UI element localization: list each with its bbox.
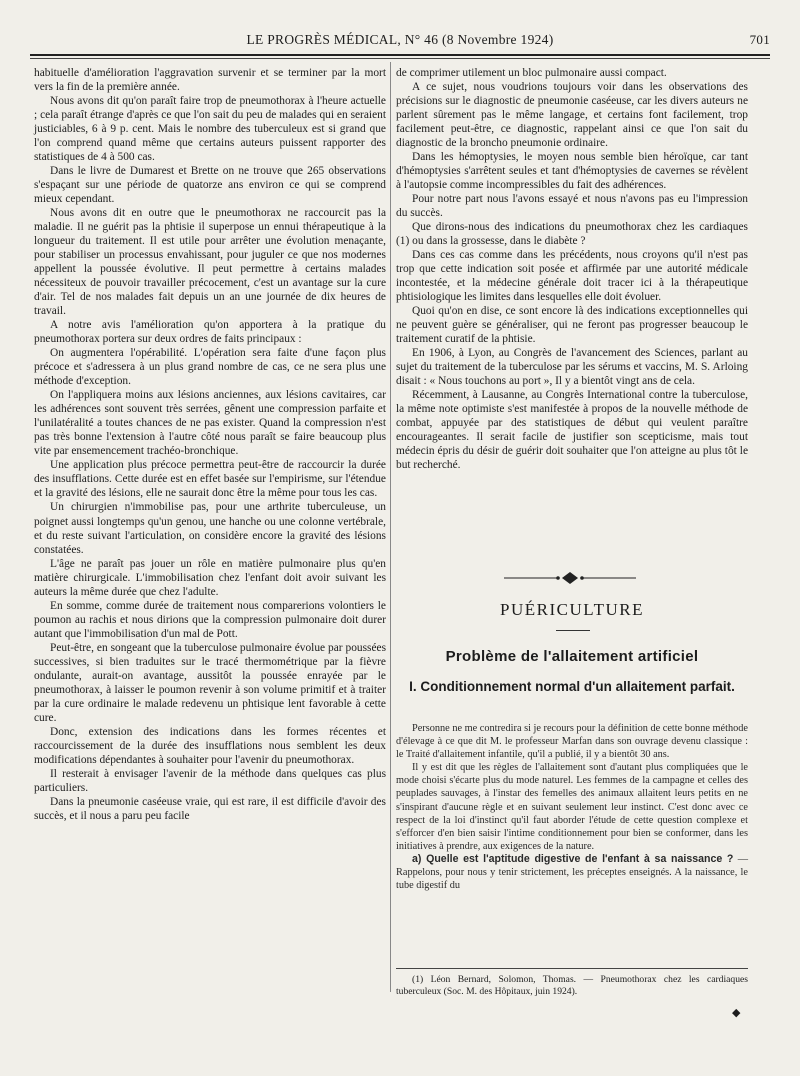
paragraph: A ce sujet, nous voudrions toujours voir dans les observations des précisions sur le diagnostic de pneumonie caséeuse, car les divers auteurs ne parlent sûrement pas le même langage, et certains font facilement, trop facilement peut-être, ce diagnostic, rappelant ainsi ce que l'on sait du diagnostic de la broncho pneumonie ordinaire. [396,81,748,150]
paragraph: Dans les hémoptysies, le moyen nous semble bien héroïque, car tant d'hémoptysies s'arrêtent seules et tant d'hémoptysies de cavernes se révèlent à l'autopsie comme incompressibles du fait des adhérences. [396,151,748,192]
footnote [396,974,748,998]
header-rule [30,54,770,56]
paragraph: Nous avons dit en outre que le pneumothorax ne raccourcit pas la maladie. Il ne guérit pas la phtisie il superpose un ennui thérapeutique à la longueur du traitement. Il est utile pour arrêter une évolution menaçante, pour stabiliser un processus envahissant, pour juguler ce que nos modernes appellent la poussée évolutive. Il peut permettre à certains malades nécessiteux de pouvoir travailler précocement, c'est un avantage sur la cure d'air. Tel de nos malades fait depuis un an une journée de dix heures de travail. [34,207,386,318]
article-subtitle: I. Conditionnement normal d'un allaitement parfait. [409,679,735,694]
question-text: — Rappelons, pour nous y tenir strictement, les préceptes enseignés. A la naissance, le tube digestif du [396,853,748,892]
paragraph: L'âge ne paraît pas jouer un rôle en matière pulmonaire plus qu'en matière chirurgicale. L'immobilisation chez l'enfant doit avoir suivant les auteurs la même durée que chez l'adulte. [34,557,386,598]
article-title: Problème de l'allaitement artificiel [445,648,699,665]
paragraph: Nous avons dit qu'on paraît faire trop de pneumothorax à l'heure actuelle ; cela paraît étrange d'après ce que l'on sait du peu de malades qui en seraient justiciables, 6 à 9 p. cent. Mais le nombre des tuberculeux est si grand que l'on comprend quand même que certains auteurs puissent rapporter des statistiques de 4 à 500 cas. [34,95,386,164]
page-number: 701 [749,32,770,47]
paragraph: En somme, comme durée de traitement nous comparerions volontiers le poumon au rachis et nous dirions que la compression pulmonaire doit durer autant que l'immobilisation d'un mal de Pott. [34,599,386,640]
question-paragraph [396,853,748,892]
paragraph: Dans la pneumonie caséeuse vraie, qui est rare, il est difficile d'avoir des succès, et il nous a paru peu facile [34,795,386,822]
paragraph: Peut-être, en songeant que la tuberculose pulmonaire évolue par poussées successives, si bien traduites sur le tracé thermométrique par la fièvre ondulante, aurait-on avantage, aussitôt la poussée enrayée par le pneumothorax, à laisser le poumon revenir à son volume primitif et à traiter par la cure ordinaire le malade redevenu un phtisique lent favorable à cette cure. [34,641,386,724]
paragraph: Une application plus précoce permettra peut-être de raccourcir la durée des insufflations. Cette durée est en effet basée sur l'empirisme, sur l'étendue et la gravité des lésions, elle ne saurait donc être la même pour tous les cas. [34,459,386,500]
paragraph: On augmentera l'opérabilité. L'opération sera faite d'une façon plus précoce et s'adressera à un plus grand nombre de cas, ce ne sera plus une méthode d'exception. [34,347,386,388]
section-rule [556,630,590,631]
section-title: PUÉRICULTURE [500,600,644,619]
paragraph: Personne ne me contredira si je recours pour la définition de cette bonne méthode d'élevage à ce que dit M. le professeur Marfan dans son ouvrage devenu classique : le Traité d'allaitement infantile, qu'il a publié, il y a bientôt 30 ans. [396,723,748,761]
journal-title: LE PROGRÈS MÉDICAL, N° 46 (8 Novembre 1924) [246,32,554,47]
paragraph: On l'appliquera moins aux lésions anciennes, aux lésions cavitaires, car les adhérences sont souvent très serrées, gênent une compression parfaite et l'unilatéralité a toutes chances de ne pas exister. Quand la compression n'est pas très bonne l'extension à l'autre côté nous paraît se faire beaucoup plus vite par ensemencement trachéo-bronchique. [34,389,386,458]
ornament-divider [500,570,640,586]
header-rule-thin [30,58,770,59]
paragraph: Récemment, à Lausanne, au Congrès International contre la tuberculose, la même note optimiste s'est manifestée à propos de la nouvelle méthode de combat, appuyée par des statistiques de début qui veulent paraître encourageantes. Il serait facile de justifier son scepticisme, mais tout médecin épris du désir de guérir doit souhaiter que l'on atteigne au plus tôt le but recherché. [396,389,748,472]
footnote-rule [396,968,748,969]
paragraph: En 1906, à Lyon, au Congrès de l'avancement des Sciences, parlant au sujet du traitement de la tuberculose par les sérums et vaccins, M. S. Arloing disait : « Nous touchons au port », Il y a bientôt vingt ans de cela. [396,347,748,388]
question-lead: a) Quelle est l'aptitude digestive de l'enfant à sa naissance ? [412,852,734,865]
paragraph: Quoi qu'on en dise, ce sont encore là des indications exceptionnelles qui ne peuvent guère se généraliser, qui ne feront pas progresser beaucoup le traitement curatif de la phtisie. [396,305,748,346]
paragraph: habituelle d'amélioration l'aggravation survenir et se terminer par la mort vers la fin de la première année. [34,67,386,94]
paragraph: Dans ces cas comme dans les précédents, nous croyons qu'il n'est pas trop que cette indication soit posée et affirmée par une autorité médicale incontestée, et la médecine générale doit tracer ici à la thérapeutique phtisiologique les limites dans lesquelles elle doit évoluer. [396,249,748,304]
right-column [396,66,748,472]
article-body [396,722,748,892]
paragraph: A notre avis l'amélioration qu'on apportera à la pratique du pneumothorax portera sur deux ordres de faits principaux : [34,319,386,346]
paragraph: Pour notre part nous l'avons essayé et nous n'avons pas eu l'impression du succès. [396,193,748,220]
paragraph: Il resterait à envisager l'avenir de la méthode dans quelques cas plus particuliers. [34,767,386,794]
paragraph: de comprimer utilement un bloc pulmonaire aussi compact. [396,67,667,79]
paragraph: Dans le livre de Dumarest et Brette on ne trouve que 265 observations s'espaçant sur une période de quatorze ans environ ce qui se comprend mieux cependant. [34,165,386,206]
paragraph: Un chirurgien n'immobilise pas, pour une arthrite tuberculeuse, un poignet aussi longtemps qu'un genou, une hanche ou une colonne vertébrale, et du reste suivant l'articulation, on considère encore la gravité des lésions constatées. [34,501,386,556]
paragraph: Donc, extension des indications dans les formes récentes et raccourcissement de la durée des insufflations nous semblent les deux modifications dépendantes à souhaiter pour l'avenir du pneumothorax. [34,725,386,766]
column-divider [390,62,391,992]
left-column [34,66,386,823]
paragraph: Que dirons-nous des indications du pneumothorax chez les cardiaques (1) ou dans la grossesse, dans le diabète ? [396,221,748,248]
page-header [30,30,770,52]
footnote-text: (1) Léon Bernard, Solomon, Thomas. — Pneumothorax chez les cardiaques tuberculeux (Soc. M. des Hôpitaux, juin 1924). [396,974,748,997]
paragraph: Il y est dit que les règles de l'allaitement sont d'autant plus compliquées que le mode choisi s'écarte plus du mode naturel. Les femmes de la campagne et celles des peuplades sauvages, à l'instar des femelles des animaux allaitent leurs petits en ne s'inspirant d'aucune règle et en suivant seulement leur instinct. C'est donc avec ce respect de la loi d'instinct qu'il faut aborder l'étude de cette question complexe et s'efforcer d'en bien saisir l'intime conditionnement pour bien se conformer, dans les initiatives à prendre, aux exigences de la nature. [396,762,748,852]
end-mark-icon: ◆ [732,1007,741,1019]
